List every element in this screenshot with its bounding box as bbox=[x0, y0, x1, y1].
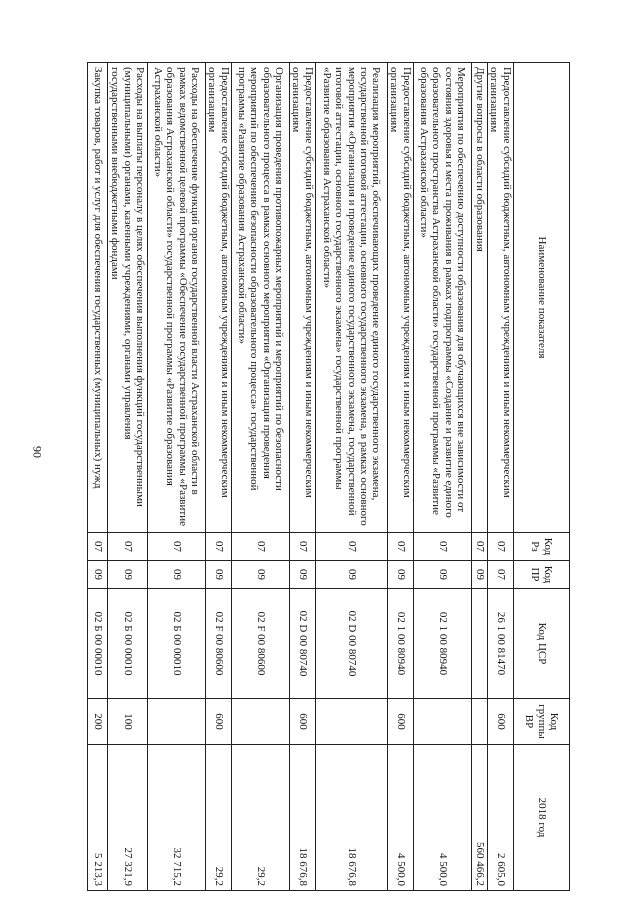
table-row bbox=[388, 63, 414, 891]
row-vr bbox=[316, 699, 388, 745]
row-value: 4 500,0 bbox=[414, 745, 472, 891]
row-value: 32 715,2 bbox=[148, 745, 206, 891]
row-rz: 07 bbox=[148, 533, 206, 561]
row-vr: 600 bbox=[206, 699, 232, 745]
row-value: 29,2 bbox=[232, 745, 290, 891]
header-year: 2018 год bbox=[514, 745, 570, 891]
row-rz: 07 bbox=[316, 533, 388, 561]
row-rz: 07 bbox=[388, 533, 414, 561]
row-csr: 02 D 00 80740 bbox=[290, 589, 316, 699]
row-value: 5 213,3 bbox=[88, 745, 108, 891]
row-pr: 09 bbox=[316, 561, 388, 589]
table-row bbox=[472, 63, 488, 891]
table-header-row bbox=[514, 63, 570, 891]
header-csr: Код ЦСР bbox=[514, 589, 570, 699]
row-vr: 600 bbox=[388, 699, 414, 745]
row-vr: 100 bbox=[108, 699, 148, 745]
row-value: 27 321,9 bbox=[108, 745, 148, 891]
row-vr bbox=[232, 699, 290, 745]
budget-table bbox=[87, 62, 570, 891]
row-rz: 07 bbox=[488, 533, 514, 561]
row-csr: 02 1 00 80940 bbox=[388, 589, 414, 699]
header-name: Наименование показателя bbox=[514, 63, 570, 533]
row-pr: 07 bbox=[488, 561, 514, 589]
rotated-budget-table bbox=[91, 62, 570, 890]
row-csr: 02 1 00 80940 bbox=[414, 589, 472, 699]
header-vr: Код группы ВР bbox=[514, 699, 570, 745]
row-pr: 09 bbox=[232, 561, 290, 589]
row-name: Организация проведения противопожарных мероприятий и мероприятий по безопасности образовательного процесса в рамках основного мероприятия «Организация проведения мероприятий по обеспечению безопасности образовательного процесса» государственной программы «Развитие образования Астраханской области» bbox=[232, 63, 290, 533]
row-pr: 09 bbox=[108, 561, 148, 589]
table-row bbox=[316, 63, 388, 891]
row-csr: 02 Б 00 00010 bbox=[88, 589, 108, 699]
row-name: Другие вопросы в области образования bbox=[472, 63, 488, 533]
row-name: Расходы на выплаты персоналу в целях обеспечения выполнения функций государственными (муниципальными) органами, казенными учреждениями, органами управления государственными внебюджетными фондами bbox=[108, 63, 148, 533]
row-name: Предоставление субсидий бюджетным, автономным учреждениям и иным некоммерческим организациям bbox=[206, 63, 232, 533]
row-value: 18 676,8 bbox=[316, 745, 388, 891]
row-value: 29,2 bbox=[206, 745, 232, 891]
row-rz: 07 bbox=[290, 533, 316, 561]
row-name: Предоставление субсидий бюджетным, автономным учреждениям и иным некоммерческим организациям bbox=[488, 63, 514, 533]
row-vr: 600 bbox=[290, 699, 316, 745]
row-rz: 07 bbox=[414, 533, 472, 561]
row-pr: 09 bbox=[472, 561, 488, 589]
header-pr: Код ПР bbox=[514, 561, 570, 589]
row-rz: 07 bbox=[472, 533, 488, 561]
table-row bbox=[148, 63, 206, 891]
row-name: Предоставление субсидий бюджетным, автономным учреждениям и иным некоммерческим организациям bbox=[388, 63, 414, 533]
row-name: Предоставление субсидий бюджетным, автономным учреждениям и иным некоммерческим организациям bbox=[290, 63, 316, 533]
row-name: Реализация мероприятий, обеспечивающих проведение единого государственного экзамена, государственной итоговой аттестации, основного государственного экзамена, в рамках основного мероприятия «Организация и проведение единого государственного экзамена, государственной итоговой аттестации, основного государственного экзамена» государственной программы «Развитие образования Астраханской области» bbox=[316, 63, 388, 533]
row-csr: 26 1 00 81470 bbox=[488, 589, 514, 699]
table-row bbox=[108, 63, 148, 891]
row-value: 18 676,8 bbox=[290, 745, 316, 891]
row-pr: 09 bbox=[148, 561, 206, 589]
row-rz: 07 bbox=[108, 533, 148, 561]
row-csr bbox=[472, 589, 488, 699]
header-rz: Код Рз bbox=[514, 533, 570, 561]
row-csr: 02 Б 00 00010 bbox=[108, 589, 148, 699]
page-number: 90 bbox=[30, 446, 45, 458]
table-row bbox=[232, 63, 290, 891]
row-rz: 07 bbox=[206, 533, 232, 561]
row-vr bbox=[148, 699, 206, 745]
table-row bbox=[88, 63, 108, 891]
row-vr bbox=[414, 699, 472, 745]
row-rz: 07 bbox=[88, 533, 108, 561]
row-vr: 200 bbox=[88, 699, 108, 745]
row-value: 4 500,0 bbox=[388, 745, 414, 891]
row-name: Закупка товаров, работ и услуг для обеспечения государственных (муниципальных) нужд bbox=[88, 63, 108, 533]
table-row bbox=[488, 63, 514, 891]
row-pr: 09 bbox=[206, 561, 232, 589]
row-pr: 09 bbox=[88, 561, 108, 589]
row-csr: 02 D 00 80740 bbox=[316, 589, 388, 699]
table-row bbox=[206, 63, 232, 891]
row-name: Расходы на обеспечение функций органов государственной власти Астраханской области в рамках ведомственной целевой программы «Обеспечение государственной программы «Развитие образования Астраханской области» государственной программы «Развитие образования Астраханской области» bbox=[148, 63, 206, 533]
row-pr: 09 bbox=[290, 561, 316, 589]
row-csr: 02 F 00 80600 bbox=[206, 589, 232, 699]
row-pr: 09 bbox=[388, 561, 414, 589]
row-rz: 07 bbox=[232, 533, 290, 561]
row-value: 560 466,2 bbox=[472, 745, 488, 891]
row-name: Мероприятия по обеспечению доступности образования для обучающихся вне зависимости от состояния здоровья и места проживания в рамках подпрограммы «Создание и развитие единого образовательного пространства Астраханской области» государственной программы «Развитие образования Астраханской области» bbox=[414, 63, 472, 533]
row-vr: 600 bbox=[488, 699, 514, 745]
table-row bbox=[414, 63, 472, 891]
row-value: 2 605,0 bbox=[488, 745, 514, 891]
row-csr: 02 F 00 80600 bbox=[232, 589, 290, 699]
table-row bbox=[290, 63, 316, 891]
row-csr: 02 Б 00 00010 bbox=[148, 589, 206, 699]
row-vr bbox=[472, 699, 488, 745]
row-pr: 09 bbox=[414, 561, 472, 589]
